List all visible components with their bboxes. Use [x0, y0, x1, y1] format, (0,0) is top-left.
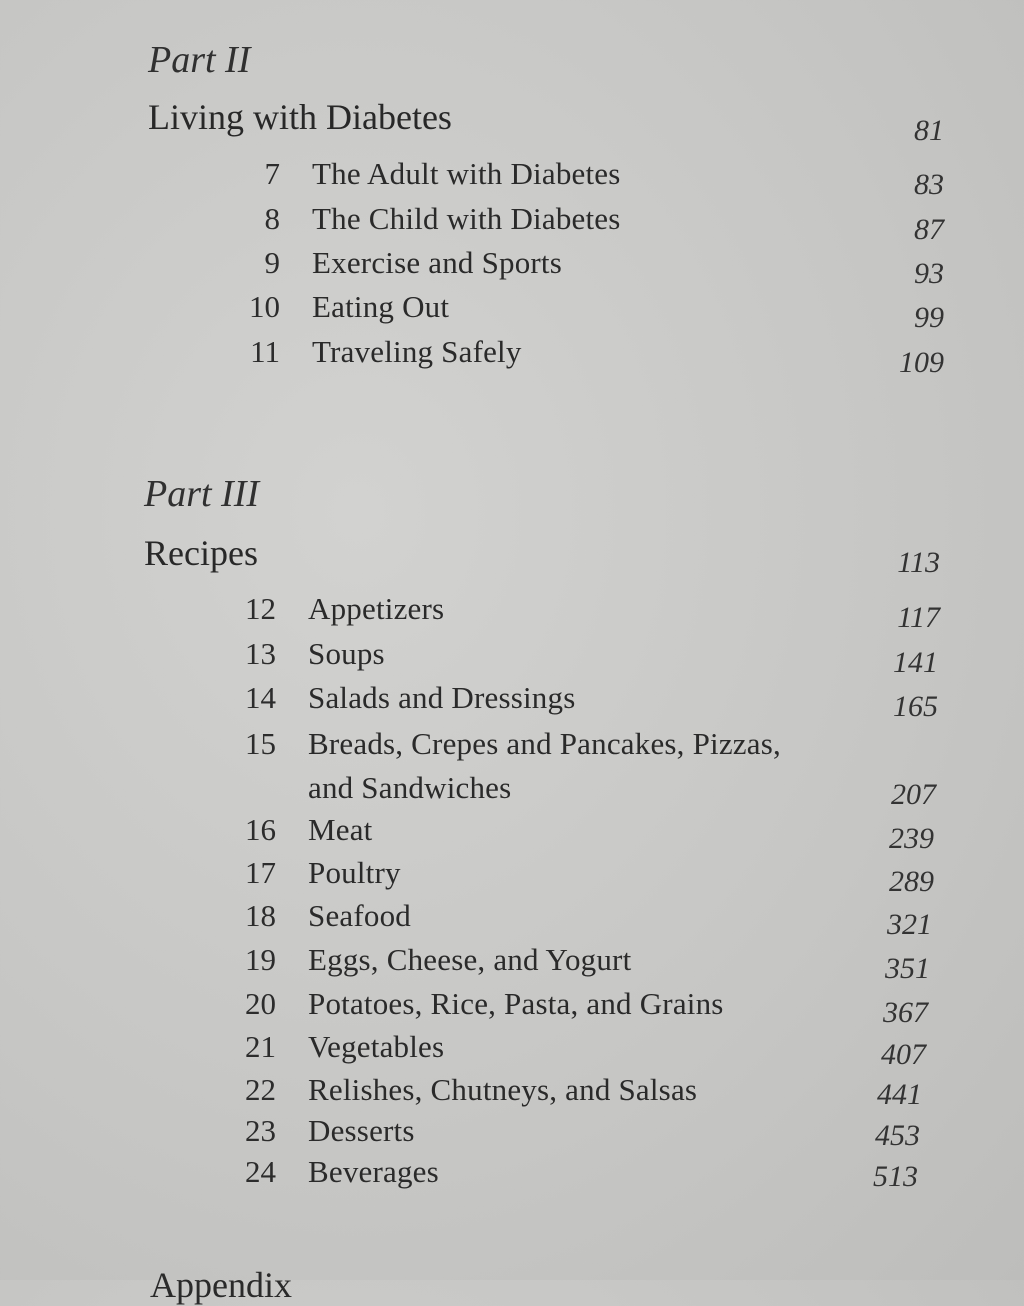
part-iii-page: 113 [897, 546, 940, 579]
chapter-title: Eggs, Cheese, and Yogurt [308, 942, 632, 977]
chapter-page: 289 [889, 865, 934, 898]
chapter-title-continued: and Sandwiches [308, 770, 512, 805]
chapter-number: 12 [245, 591, 276, 626]
chapter-page: 453 [875, 1119, 920, 1152]
chapter-number: 21 [245, 1029, 276, 1064]
appendix-heading-cut-off: Appendix [150, 1265, 292, 1305]
chapter-page: 99 [914, 301, 944, 334]
chapter-title: The Adult with Diabetes [312, 156, 621, 191]
chapter-page: 87 [914, 213, 944, 246]
chapter-title: Soups [308, 636, 385, 671]
chapter-number: 20 [245, 986, 276, 1021]
chapter-number: 8 [264, 201, 280, 236]
chapter-page: 367 [883, 996, 928, 1029]
chapter-number: 17 [245, 855, 276, 890]
chapter-title: The Child with Diabetes [312, 201, 621, 236]
chapter-number: 19 [245, 942, 276, 977]
chapter-page: 109 [899, 346, 944, 379]
chapter-number: 14 [245, 680, 276, 715]
chapter-number: 22 [245, 1072, 276, 1107]
chapter-number: 13 [245, 636, 276, 671]
chapter-title: Appetizers [308, 591, 445, 626]
chapter-number: 7 [264, 156, 280, 191]
chapter-title: Vegetables [308, 1029, 445, 1064]
chapter-title: Poultry [308, 855, 401, 890]
chapter-title: Eating Out [312, 289, 450, 324]
chapter-page: 407 [881, 1038, 926, 1071]
chapter-page: 321 [887, 908, 932, 941]
chapter-page: 141 [893, 646, 938, 679]
chapter-title: Traveling Safely [312, 334, 522, 369]
chapter-page: 441 [877, 1078, 922, 1111]
chapter-number: 24 [245, 1154, 276, 1189]
part-ii-label: Part II [148, 39, 251, 81]
chapter-page: 351 [885, 952, 930, 985]
part-iii-title: Recipes [144, 533, 258, 573]
chapter-number: 11 [250, 334, 280, 369]
chapter-page: 83 [914, 168, 944, 201]
chapter-page: 239 [889, 822, 934, 855]
chapter-number: 10 [249, 289, 280, 324]
chapter-title: Meat [308, 812, 373, 847]
chapter-page: 513 [873, 1160, 918, 1193]
chapter-page: 117 [897, 601, 940, 634]
chapter-number: 23 [245, 1113, 276, 1148]
chapter-number: 18 [245, 898, 276, 933]
chapter-title: Desserts [308, 1113, 415, 1148]
chapter-page: 93 [914, 257, 944, 290]
chapter-title: Salads and Dressings [308, 680, 576, 715]
chapter-number: 16 [245, 812, 276, 847]
chapter-title: Beverages [308, 1154, 439, 1189]
chapter-title: Exercise and Sports [312, 245, 563, 280]
chapter-page: 207 [891, 778, 936, 811]
part-iii-label: Part III [144, 473, 260, 515]
part-ii-page: 81 [914, 114, 944, 147]
chapter-title: Seafood [308, 898, 411, 933]
chapter-page: 165 [893, 690, 938, 723]
chapter-title: Breads, Crepes and Pancakes, Pizzas, [308, 726, 781, 761]
chapter-title: Potatoes, Rice, Pasta, and Grains [308, 986, 724, 1021]
part-ii-title: Living with Diabetes [148, 97, 452, 137]
chapter-number: 15 [245, 726, 276, 761]
chapter-title: Relishes, Chutneys, and Salsas [308, 1072, 698, 1107]
chapter-number: 9 [264, 245, 280, 280]
